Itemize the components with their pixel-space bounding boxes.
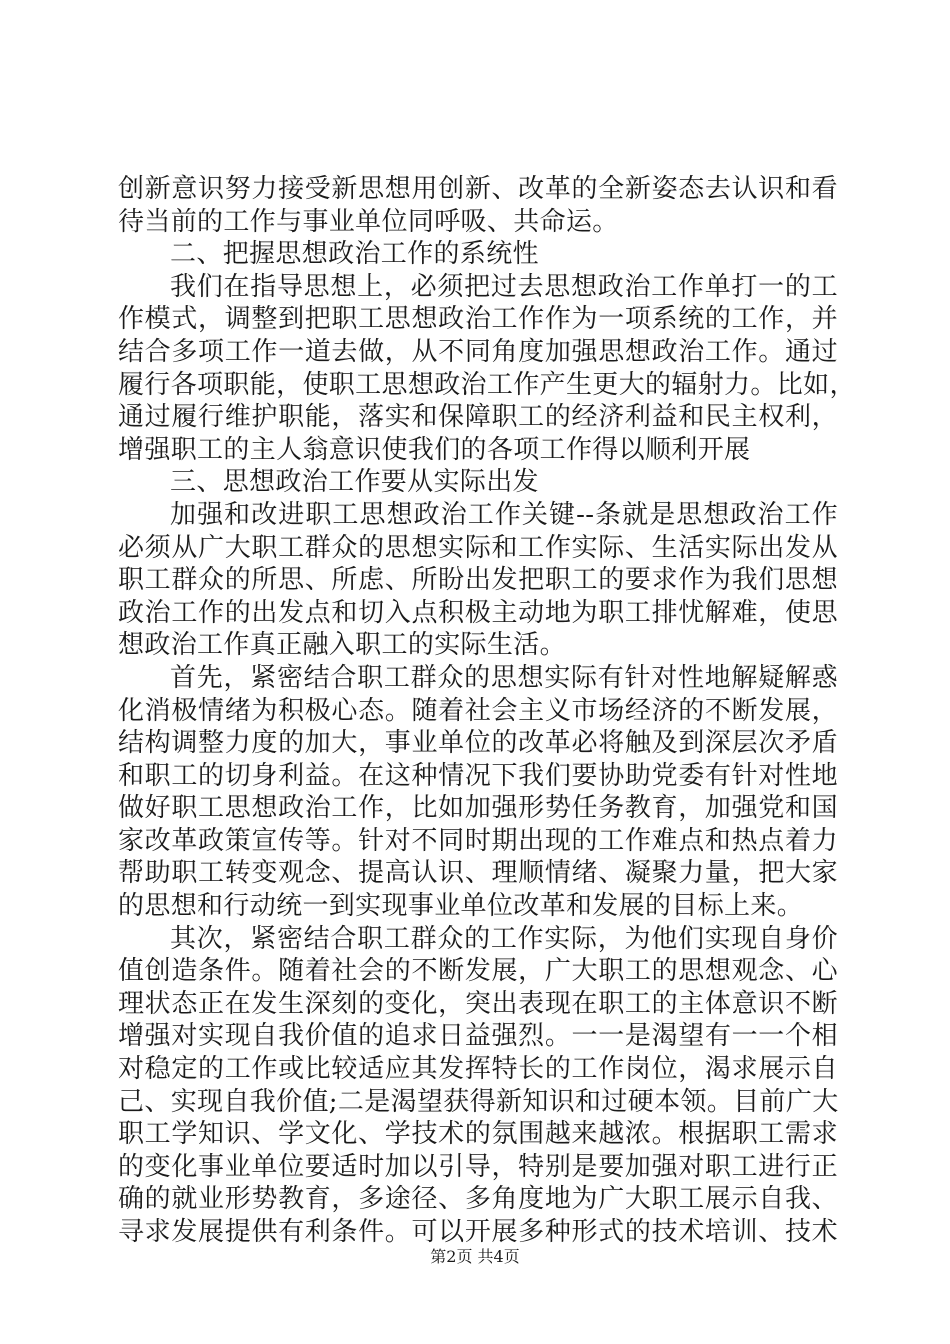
text-line: 增强对实现自我价值的追求日益强烈。一一是渴望有一一个相 — [118, 1021, 838, 1052]
text-line: 值创造条件。随着社会的不断发展，广大职工的思想观念、心 — [118, 956, 838, 987]
text-line: 的思想和行动统一到实现事业单位改革和发展的目标上来。 — [118, 891, 804, 922]
text-line: 理状态正在发生深刻的变化，突出表现在职工的主体意识不断 — [118, 988, 838, 1019]
text-line: 职工群众的所思、所虑、所盼出发把职工的要求作为我们思想 — [118, 565, 838, 596]
text-line: 待当前的工作与事业单位同呼吸、共命运。 — [118, 206, 619, 237]
text-line: 必须从广大职工群众的思想实际和工作实际、生活实际出发从 — [118, 532, 838, 563]
text-line: 其次，紧密结合职工群众的工作实际，为他们实现自身价 — [170, 923, 838, 954]
text-line: 寻求发展提供有利条件。可以开展多种形式的技术培训、技术 — [118, 1217, 838, 1247]
text-line: 通过履行维护职能，落实和保障职工的经济利益和民主权利， — [118, 402, 838, 433]
text-line: 增强职工的主人翁意识使我们的各项工作得以顺利开展 — [118, 434, 751, 465]
text-line: 职工学知识、学文化、学技术的氛围越来越浓。根据职工需求 — [118, 1119, 838, 1150]
text-line: 二、把握思想政治工作的系统性 — [170, 239, 539, 270]
text-line: 己、实现自我价值;二是渴望获得新知识和过硬本领。目前广大 — [118, 1086, 839, 1117]
text-line: 对稳定的工作或比较适应其发挥特长的工作岗位，渴求展示自 — [118, 1054, 838, 1085]
text-line: 化消极情绪为积极心态。随着社会主义市场经济的不断发展， — [118, 695, 838, 726]
text-line: 三、思想政治工作要从实际出发 — [170, 467, 539, 498]
text-line: 帮助职工转变观念、提高认识、理顺情绪、凝聚力量，把大家 — [118, 858, 838, 889]
text-line: 想政治工作真正融入职工的实际生活。 — [118, 630, 566, 661]
text-line: 和职工的切身利益。在这种情况下我们要协助党委有针对性地 — [118, 760, 838, 791]
text-line: 加强和改进职工思想政治工作关键--条就是思想政治工作 — [170, 499, 838, 530]
text-line: 结构调整力度的加大，事业单位的改革必将触及到深层次矛盾 — [118, 728, 838, 759]
text-line: 我们在指导思想上，必须把过去思想政治工作单打一的工 — [170, 271, 838, 302]
text-line: 创新意识努力接受新思想用创新、改革的全新姿态去认识和看 — [118, 174, 838, 204]
text-line: 结合多项工作一道去做，从不同角度加强思想政治工作。通过 — [118, 336, 838, 367]
text-line: 家改革政策宣传等。针对不同时期出现的工作难点和热点着力 — [118, 825, 838, 856]
text-line: 的变化事业单位要适时加以引导，特别是要加强对职工进行正 — [118, 1151, 838, 1182]
text-line: 作模式，调整到把职工思想政治工作作为一项系统的工作，并 — [118, 304, 838, 335]
page-footer: 第2页 共4页 — [430, 1247, 520, 1266]
text-line: 确的就业形势教育，多途径、多角度地为广大职工展示自我、 — [118, 1184, 838, 1215]
text-line: 首先，紧密结合职工群众的思想实际有针对性地解疑解惑 — [170, 662, 838, 693]
body-text — [118, 173, 856, 1249]
text-line: 履行各项职能，使职工思想政治工作产生更大的辐射力。比如， — [118, 369, 856, 400]
text-line: 做好职工思想政治工作，比如加强形势任务教育，加强党和国 — [118, 793, 838, 824]
text-line: 政治工作的出发点和切入点积极主动地为职工排忧解难，使思 — [118, 597, 838, 628]
